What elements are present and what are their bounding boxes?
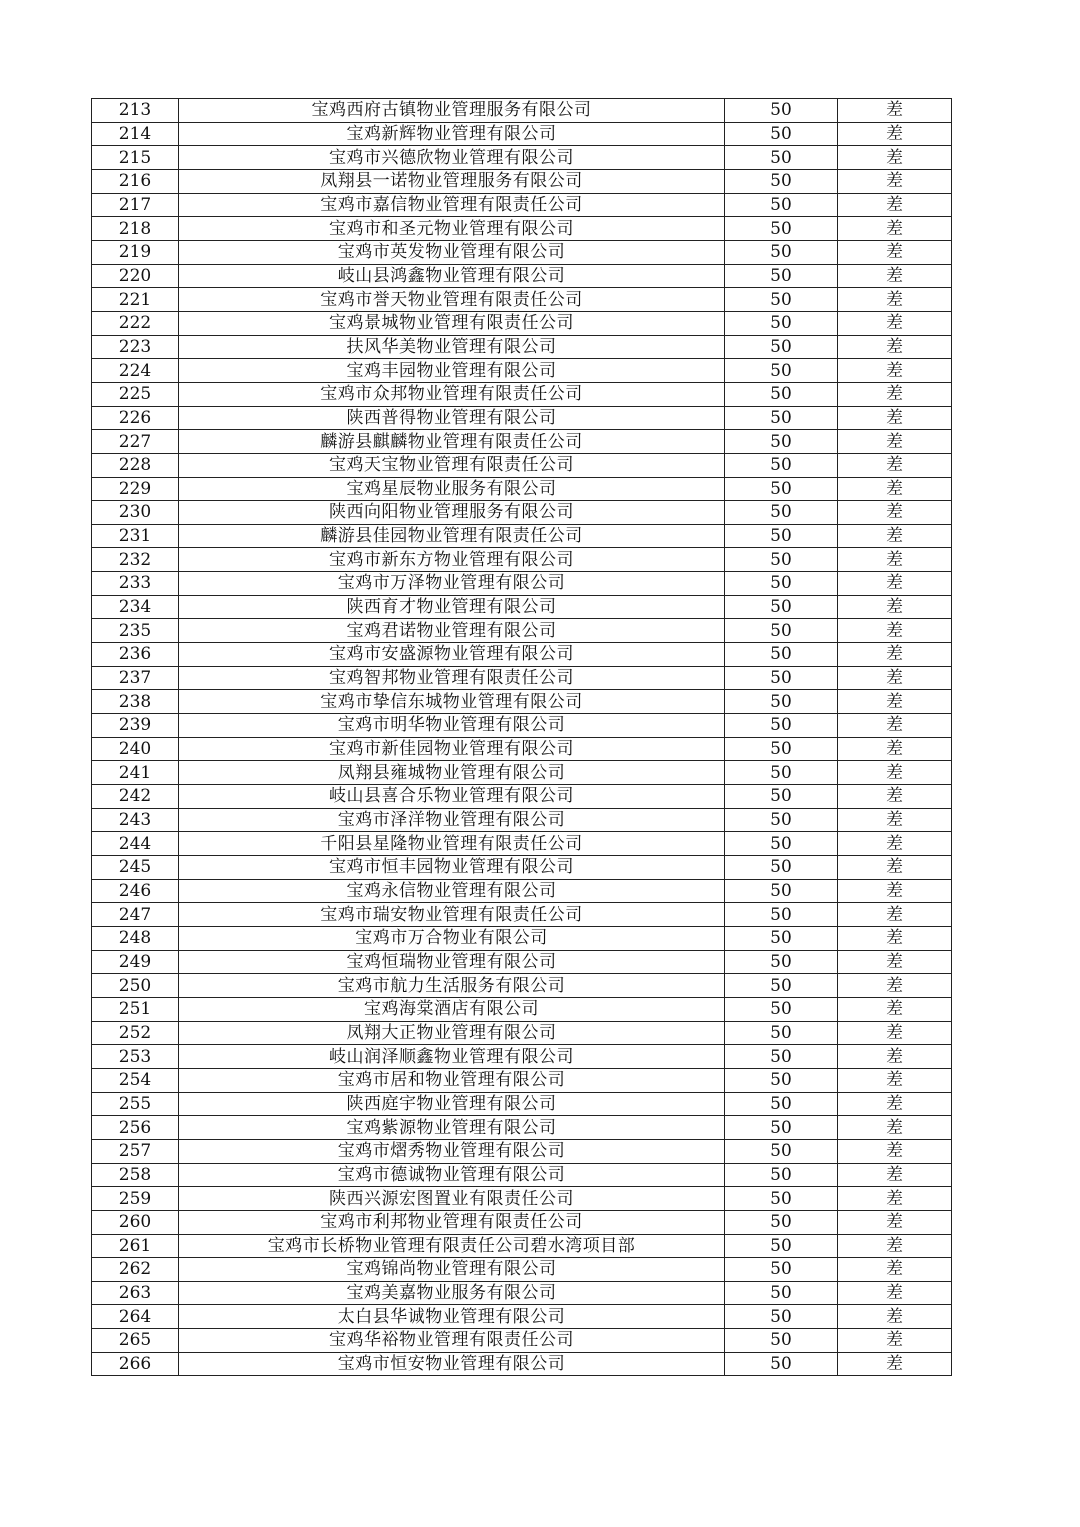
company-name-cell: 宝鸡华裕物业管理有限责任公司 bbox=[179, 1329, 725, 1353]
score-cell: 50 bbox=[725, 572, 838, 596]
row-number-cell: 266 bbox=[92, 1352, 179, 1376]
company-name-cell: 宝鸡市长桥物业管理有限责任公司碧水湾项目部 bbox=[179, 1234, 725, 1258]
table-row bbox=[92, 690, 952, 714]
table-row bbox=[92, 1068, 952, 1092]
company-name-cell: 陕西庭宇物业管理有限公司 bbox=[179, 1092, 725, 1116]
company-name-cell: 宝鸡市英发物业管理有限公司 bbox=[179, 240, 725, 264]
score-cell: 50 bbox=[725, 477, 838, 501]
grade-cell: 差 bbox=[838, 926, 952, 950]
row-number-cell: 242 bbox=[92, 785, 179, 809]
score-cell: 50 bbox=[725, 1139, 838, 1163]
row-number-cell: 221 bbox=[92, 288, 179, 312]
grade-cell: 差 bbox=[838, 169, 952, 193]
grade-cell: 差 bbox=[838, 1281, 952, 1305]
score-cell: 50 bbox=[725, 453, 838, 477]
score-cell: 50 bbox=[725, 430, 838, 454]
row-number-cell: 224 bbox=[92, 359, 179, 383]
score-cell: 50 bbox=[725, 1258, 838, 1282]
table-row bbox=[92, 359, 952, 383]
score-cell: 50 bbox=[725, 1068, 838, 1092]
company-name-cell: 宝鸡市瑞安物业管理有限责任公司 bbox=[179, 903, 725, 927]
document-page bbox=[91, 98, 951, 1376]
company-name-cell: 宝鸡紫源物业管理有限公司 bbox=[179, 1116, 725, 1140]
row-number-cell: 218 bbox=[92, 217, 179, 241]
score-cell: 50 bbox=[725, 193, 838, 217]
row-number-cell: 265 bbox=[92, 1329, 179, 1353]
company-name-cell: 宝鸡市誉天物业管理有限责任公司 bbox=[179, 288, 725, 312]
grade-cell: 差 bbox=[838, 643, 952, 667]
company-name-cell: 凤翔县雍城物业管理有限公司 bbox=[179, 761, 725, 785]
company-name-cell: 凤翔大正物业管理有限公司 bbox=[179, 1021, 725, 1045]
score-cell: 50 bbox=[725, 169, 838, 193]
score-cell: 50 bbox=[725, 335, 838, 359]
table-row bbox=[92, 382, 952, 406]
table-row bbox=[92, 974, 952, 998]
table-row bbox=[92, 453, 952, 477]
table-row bbox=[92, 1092, 952, 1116]
score-cell: 50 bbox=[725, 146, 838, 170]
grade-cell: 差 bbox=[838, 785, 952, 809]
grade-cell: 差 bbox=[838, 761, 952, 785]
company-name-cell: 宝鸡永信物业管理有限公司 bbox=[179, 879, 725, 903]
grade-cell: 差 bbox=[838, 1258, 952, 1282]
grade-cell: 差 bbox=[838, 832, 952, 856]
score-cell: 50 bbox=[725, 619, 838, 643]
table-body bbox=[92, 99, 952, 1376]
table-row bbox=[92, 879, 952, 903]
table-row bbox=[92, 832, 952, 856]
grade-cell: 差 bbox=[838, 1116, 952, 1140]
table-row bbox=[92, 1045, 952, 1069]
company-name-cell: 宝鸡市新东方物业管理有限公司 bbox=[179, 548, 725, 572]
company-name-cell: 陕西普得物业管理有限公司 bbox=[179, 406, 725, 430]
table-row bbox=[92, 477, 952, 501]
company-name-cell: 麟游县佳园物业管理有限责任公司 bbox=[179, 524, 725, 548]
score-cell: 50 bbox=[725, 382, 838, 406]
company-name-cell: 宝鸡美嘉物业服务有限公司 bbox=[179, 1281, 725, 1305]
row-number-cell: 254 bbox=[92, 1068, 179, 1092]
company-name-cell: 宝鸡君诺物业管理有限公司 bbox=[179, 619, 725, 643]
row-number-cell: 225 bbox=[92, 382, 179, 406]
grade-cell: 差 bbox=[838, 122, 952, 146]
company-name-cell: 岐山县喜合乐物业管理有限公司 bbox=[179, 785, 725, 809]
score-cell: 50 bbox=[725, 761, 838, 785]
row-number-cell: 233 bbox=[92, 572, 179, 596]
company-name-cell: 麟游县麒麟物业管理有限责任公司 bbox=[179, 430, 725, 454]
score-cell: 50 bbox=[725, 1305, 838, 1329]
grade-cell: 差 bbox=[838, 1234, 952, 1258]
score-cell: 50 bbox=[725, 785, 838, 809]
score-cell: 50 bbox=[725, 217, 838, 241]
score-cell: 50 bbox=[725, 548, 838, 572]
score-cell: 50 bbox=[725, 122, 838, 146]
grade-cell: 差 bbox=[838, 1163, 952, 1187]
table-row bbox=[92, 737, 952, 761]
company-name-cell: 宝鸡市万合物业有限公司 bbox=[179, 926, 725, 950]
grade-cell: 差 bbox=[838, 808, 952, 832]
table-row bbox=[92, 997, 952, 1021]
grade-cell: 差 bbox=[838, 714, 952, 738]
table-row bbox=[92, 335, 952, 359]
row-number-cell: 230 bbox=[92, 501, 179, 525]
grade-cell: 差 bbox=[838, 406, 952, 430]
company-name-cell: 宝鸡海棠酒店有限公司 bbox=[179, 997, 725, 1021]
score-cell: 50 bbox=[725, 714, 838, 738]
table-row bbox=[92, 666, 952, 690]
row-number-cell: 255 bbox=[92, 1092, 179, 1116]
score-cell: 50 bbox=[725, 406, 838, 430]
row-number-cell: 250 bbox=[92, 974, 179, 998]
table-row bbox=[92, 1305, 952, 1329]
score-cell: 50 bbox=[725, 690, 838, 714]
grade-cell: 差 bbox=[838, 382, 952, 406]
score-cell: 50 bbox=[725, 950, 838, 974]
table-row bbox=[92, 1163, 952, 1187]
row-number-cell: 251 bbox=[92, 997, 179, 1021]
company-name-cell: 宝鸡市新佳园物业管理有限公司 bbox=[179, 737, 725, 761]
company-name-cell: 宝鸡市居和物业管理有限公司 bbox=[179, 1068, 725, 1092]
grade-cell: 差 bbox=[838, 359, 952, 383]
row-number-cell: 239 bbox=[92, 714, 179, 738]
row-number-cell: 219 bbox=[92, 240, 179, 264]
row-number-cell: 231 bbox=[92, 524, 179, 548]
row-number-cell: 226 bbox=[92, 406, 179, 430]
grade-cell: 差 bbox=[838, 737, 952, 761]
company-name-cell: 宝鸡市兴德欣物业管理有限公司 bbox=[179, 146, 725, 170]
company-name-cell: 宝鸡星辰物业服务有限公司 bbox=[179, 477, 725, 501]
row-number-cell: 232 bbox=[92, 548, 179, 572]
row-number-cell: 234 bbox=[92, 595, 179, 619]
company-name-cell: 宝鸡市恒安物业管理有限公司 bbox=[179, 1352, 725, 1376]
table-row bbox=[92, 548, 952, 572]
grade-cell: 差 bbox=[838, 264, 952, 288]
score-cell: 50 bbox=[725, 1092, 838, 1116]
row-number-cell: 257 bbox=[92, 1139, 179, 1163]
table-row bbox=[92, 643, 952, 667]
row-number-cell: 235 bbox=[92, 619, 179, 643]
company-name-cell: 宝鸡恒瑞物业管理有限公司 bbox=[179, 950, 725, 974]
table-row bbox=[92, 1281, 952, 1305]
grade-cell: 差 bbox=[838, 477, 952, 501]
row-number-cell: 217 bbox=[92, 193, 179, 217]
table-row bbox=[92, 761, 952, 785]
company-name-cell: 宝鸡市安盛源物业管理有限公司 bbox=[179, 643, 725, 667]
score-cell: 50 bbox=[725, 264, 838, 288]
company-name-cell: 宝鸡市航力生活服务有限公司 bbox=[179, 974, 725, 998]
grade-cell: 差 bbox=[838, 288, 952, 312]
grade-cell: 差 bbox=[838, 146, 952, 170]
grade-cell: 差 bbox=[838, 950, 952, 974]
grade-cell: 差 bbox=[838, 548, 952, 572]
company-name-cell: 太白县华诚物业管理有限公司 bbox=[179, 1305, 725, 1329]
company-name-cell: 凤翔县一诺物业管理服务有限公司 bbox=[179, 169, 725, 193]
row-number-cell: 256 bbox=[92, 1116, 179, 1140]
score-cell: 50 bbox=[725, 524, 838, 548]
score-cell: 50 bbox=[725, 974, 838, 998]
row-number-cell: 263 bbox=[92, 1281, 179, 1305]
grade-cell: 差 bbox=[838, 690, 952, 714]
grade-cell: 差 bbox=[838, 524, 952, 548]
grade-cell: 差 bbox=[838, 1329, 952, 1353]
row-number-cell: 249 bbox=[92, 950, 179, 974]
company-name-cell: 宝鸡市嘉信物业管理有限责任公司 bbox=[179, 193, 725, 217]
company-name-cell: 岐山县鸿鑫物业管理有限公司 bbox=[179, 264, 725, 288]
row-number-cell: 245 bbox=[92, 856, 179, 880]
company-name-cell: 扶风华美物业管理有限公司 bbox=[179, 335, 725, 359]
grade-cell: 差 bbox=[838, 99, 952, 123]
table-row bbox=[92, 99, 952, 123]
grade-cell: 差 bbox=[838, 879, 952, 903]
table-row bbox=[92, 288, 952, 312]
table-row bbox=[92, 1352, 952, 1376]
grade-cell: 差 bbox=[838, 311, 952, 335]
row-number-cell: 259 bbox=[92, 1187, 179, 1211]
row-number-cell: 260 bbox=[92, 1210, 179, 1234]
company-name-cell: 岐山润泽顺鑫物业管理有限公司 bbox=[179, 1045, 725, 1069]
table-row bbox=[92, 1021, 952, 1045]
row-number-cell: 236 bbox=[92, 643, 179, 667]
row-number-cell: 227 bbox=[92, 430, 179, 454]
table-row bbox=[92, 122, 952, 146]
company-name-cell: 宝鸡市熠秀物业管理有限公司 bbox=[179, 1139, 725, 1163]
table-row bbox=[92, 1139, 952, 1163]
grade-cell: 差 bbox=[838, 335, 952, 359]
table-row bbox=[92, 1329, 952, 1353]
table-row bbox=[92, 169, 952, 193]
table-row bbox=[92, 1234, 952, 1258]
score-cell: 50 bbox=[725, 288, 838, 312]
grade-cell: 差 bbox=[838, 1305, 952, 1329]
row-number-cell: 220 bbox=[92, 264, 179, 288]
company-name-cell: 宝鸡新辉物业管理有限公司 bbox=[179, 122, 725, 146]
table-row bbox=[92, 1210, 952, 1234]
score-cell: 50 bbox=[725, 240, 838, 264]
row-number-cell: 222 bbox=[92, 311, 179, 335]
row-number-cell: 261 bbox=[92, 1234, 179, 1258]
company-name-cell: 宝鸡西府古镇物业管理服务有限公司 bbox=[179, 99, 725, 123]
score-cell: 50 bbox=[725, 926, 838, 950]
company-name-cell: 宝鸡市泽洋物业管理有限公司 bbox=[179, 808, 725, 832]
row-number-cell: 243 bbox=[92, 808, 179, 832]
grade-cell: 差 bbox=[838, 997, 952, 1021]
grade-cell: 差 bbox=[838, 240, 952, 264]
grade-cell: 差 bbox=[838, 666, 952, 690]
grade-cell: 差 bbox=[838, 217, 952, 241]
table-row bbox=[92, 524, 952, 548]
score-cell: 50 bbox=[725, 595, 838, 619]
row-number-cell: 262 bbox=[92, 1258, 179, 1282]
score-cell: 50 bbox=[725, 903, 838, 927]
table-row bbox=[92, 1187, 952, 1211]
row-number-cell: 246 bbox=[92, 879, 179, 903]
score-cell: 50 bbox=[725, 643, 838, 667]
grade-cell: 差 bbox=[838, 1210, 952, 1234]
row-number-cell: 238 bbox=[92, 690, 179, 714]
company-name-cell: 宝鸡市德诚物业管理有限公司 bbox=[179, 1163, 725, 1187]
score-cell: 50 bbox=[725, 666, 838, 690]
company-name-cell: 宝鸡市万泽物业管理有限公司 bbox=[179, 572, 725, 596]
score-cell: 50 bbox=[725, 1234, 838, 1258]
table-row bbox=[92, 714, 952, 738]
company-name-cell: 宝鸡市明华物业管理有限公司 bbox=[179, 714, 725, 738]
grade-cell: 差 bbox=[838, 453, 952, 477]
row-number-cell: 241 bbox=[92, 761, 179, 785]
company-name-cell: 宝鸡智邦物业管理有限责任公司 bbox=[179, 666, 725, 690]
company-name-cell: 宝鸡市众邦物业管理有限责任公司 bbox=[179, 382, 725, 406]
row-number-cell: 237 bbox=[92, 666, 179, 690]
table-row bbox=[92, 1258, 952, 1282]
grade-cell: 差 bbox=[838, 430, 952, 454]
score-cell: 50 bbox=[725, 1187, 838, 1211]
row-number-cell: 252 bbox=[92, 1021, 179, 1045]
score-cell: 50 bbox=[725, 359, 838, 383]
company-name-cell: 宝鸡市利邦物业管理有限责任公司 bbox=[179, 1210, 725, 1234]
table-row bbox=[92, 406, 952, 430]
table-row bbox=[92, 619, 952, 643]
company-name-cell: 陕西育才物业管理有限公司 bbox=[179, 595, 725, 619]
score-cell: 50 bbox=[725, 1045, 838, 1069]
score-cell: 50 bbox=[725, 99, 838, 123]
score-cell: 50 bbox=[725, 1021, 838, 1045]
score-cell: 50 bbox=[725, 737, 838, 761]
table-row bbox=[92, 501, 952, 525]
company-name-cell: 宝鸡市挚信东城物业管理有限公司 bbox=[179, 690, 725, 714]
company-name-cell: 宝鸡景城物业管理有限责任公司 bbox=[179, 311, 725, 335]
grade-cell: 差 bbox=[838, 1045, 952, 1069]
row-number-cell: 229 bbox=[92, 477, 179, 501]
table-row bbox=[92, 1116, 952, 1140]
grade-cell: 差 bbox=[838, 501, 952, 525]
score-cell: 50 bbox=[725, 1281, 838, 1305]
score-cell: 50 bbox=[725, 997, 838, 1021]
company-name-cell: 宝鸡市和圣元物业管理有限公司 bbox=[179, 217, 725, 241]
table-row bbox=[92, 311, 952, 335]
table-row bbox=[92, 217, 952, 241]
table-row bbox=[92, 808, 952, 832]
grade-cell: 差 bbox=[838, 1352, 952, 1376]
table-row bbox=[92, 193, 952, 217]
table-row bbox=[92, 572, 952, 596]
table-row bbox=[92, 240, 952, 264]
score-cell: 50 bbox=[725, 856, 838, 880]
row-number-cell: 240 bbox=[92, 737, 179, 761]
grade-cell: 差 bbox=[838, 856, 952, 880]
row-number-cell: 244 bbox=[92, 832, 179, 856]
grade-cell: 差 bbox=[838, 1021, 952, 1045]
row-number-cell: 264 bbox=[92, 1305, 179, 1329]
score-cell: 50 bbox=[725, 1163, 838, 1187]
row-number-cell: 215 bbox=[92, 146, 179, 170]
grade-cell: 差 bbox=[838, 595, 952, 619]
score-cell: 50 bbox=[725, 501, 838, 525]
score-cell: 50 bbox=[725, 879, 838, 903]
score-cell: 50 bbox=[725, 832, 838, 856]
company-name-cell: 千阳县星隆物业管理有限责任公司 bbox=[179, 832, 725, 856]
score-cell: 50 bbox=[725, 1116, 838, 1140]
grade-cell: 差 bbox=[838, 974, 952, 998]
table-row bbox=[92, 856, 952, 880]
table-row bbox=[92, 595, 952, 619]
grade-cell: 差 bbox=[838, 1139, 952, 1163]
table-row bbox=[92, 785, 952, 809]
row-number-cell: 214 bbox=[92, 122, 179, 146]
score-cell: 50 bbox=[725, 1329, 838, 1353]
table-row bbox=[92, 264, 952, 288]
grade-cell: 差 bbox=[838, 1187, 952, 1211]
table-row bbox=[92, 146, 952, 170]
row-number-cell: 213 bbox=[92, 99, 179, 123]
score-cell: 50 bbox=[725, 311, 838, 335]
row-number-cell: 253 bbox=[92, 1045, 179, 1069]
table-row bbox=[92, 926, 952, 950]
row-number-cell: 247 bbox=[92, 903, 179, 927]
company-name-cell: 陕西兴源宏图置业有限责任公司 bbox=[179, 1187, 725, 1211]
score-cell: 50 bbox=[725, 1210, 838, 1234]
company-name-cell: 宝鸡锦尚物业管理有限公司 bbox=[179, 1258, 725, 1282]
grade-cell: 差 bbox=[838, 193, 952, 217]
row-number-cell: 223 bbox=[92, 335, 179, 359]
score-cell: 50 bbox=[725, 1352, 838, 1376]
grade-cell: 差 bbox=[838, 903, 952, 927]
row-number-cell: 258 bbox=[92, 1163, 179, 1187]
table-row bbox=[92, 430, 952, 454]
grade-cell: 差 bbox=[838, 572, 952, 596]
grade-cell: 差 bbox=[838, 1092, 952, 1116]
company-name-cell: 宝鸡天宝物业管理有限责任公司 bbox=[179, 453, 725, 477]
table-row bbox=[92, 950, 952, 974]
grade-cell: 差 bbox=[838, 619, 952, 643]
table-row bbox=[92, 903, 952, 927]
grade-cell: 差 bbox=[838, 1068, 952, 1092]
row-number-cell: 216 bbox=[92, 169, 179, 193]
company-name-cell: 宝鸡丰园物业管理有限公司 bbox=[179, 359, 725, 383]
row-number-cell: 248 bbox=[92, 926, 179, 950]
score-cell: 50 bbox=[725, 808, 838, 832]
rating-table bbox=[91, 98, 952, 1376]
company-name-cell: 陕西向阳物业管理服务有限公司 bbox=[179, 501, 725, 525]
row-number-cell: 228 bbox=[92, 453, 179, 477]
company-name-cell: 宝鸡市恒丰园物业管理有限公司 bbox=[179, 856, 725, 880]
